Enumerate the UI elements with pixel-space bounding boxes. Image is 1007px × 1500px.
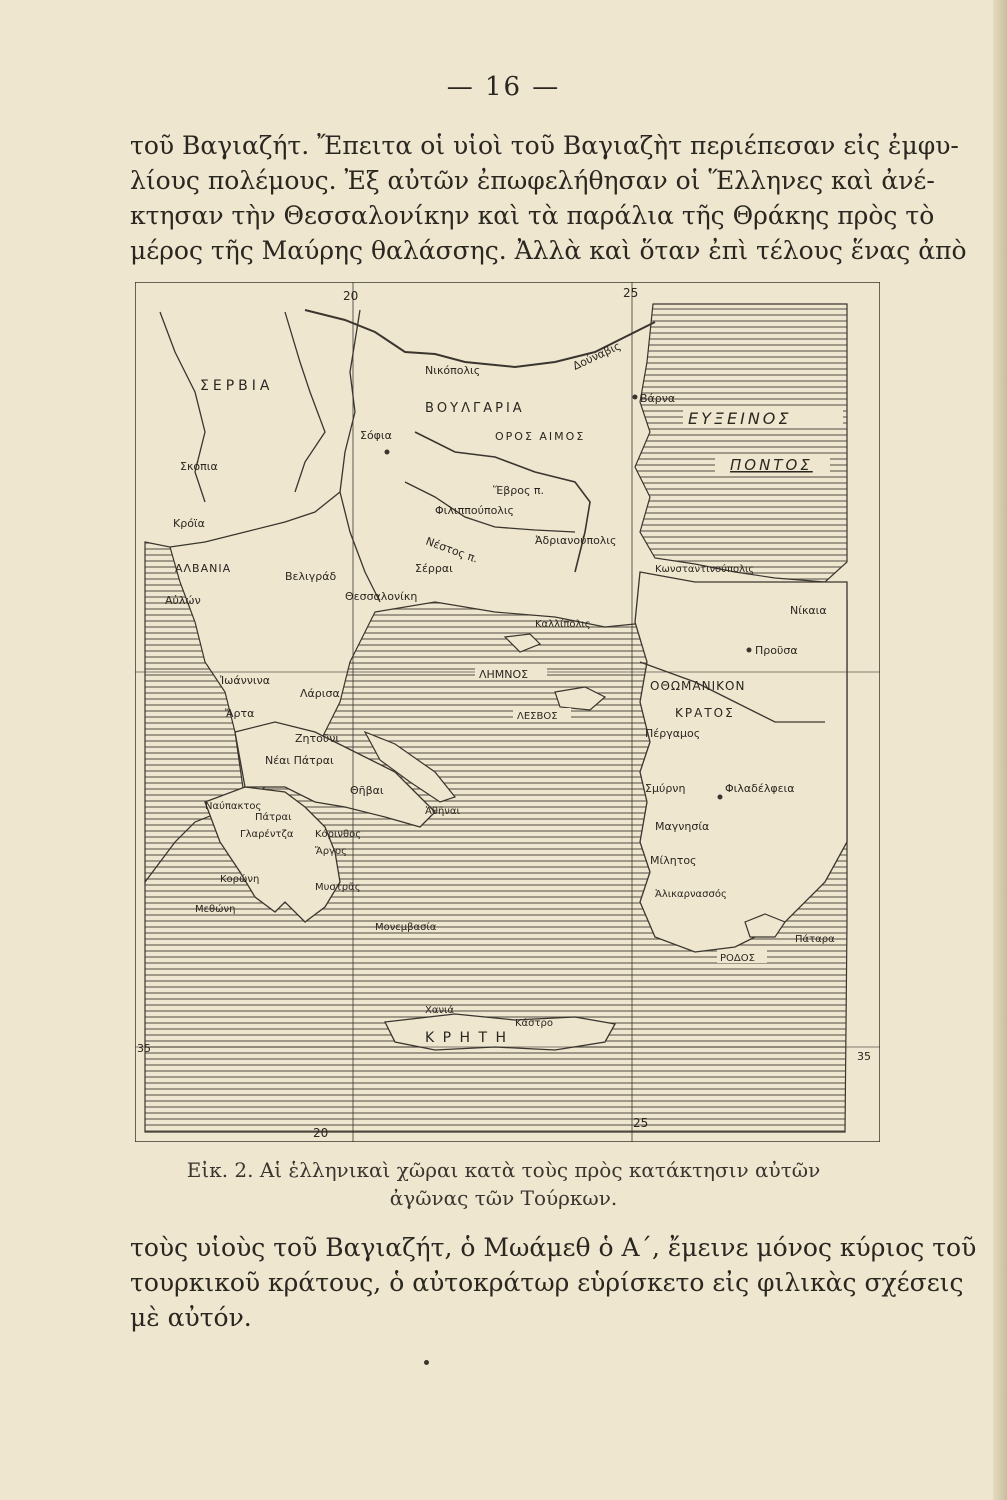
region-label-aimos: ΟΡΟΣ ΑΙΜΟΣ [495, 430, 586, 443]
text-line: κτησαν τὴν Θεσσαλονίκην καὶ τὰ παράλια τῆς Θράκης πρὸς τὸ [130, 201, 935, 230]
region-label-serbia: ΣΕΡΒΙΑ [200, 378, 274, 394]
text-line: τουρκικοῦ κράτους, ὁ αὐτοκράτωρ εὑρίσκετο εἰς φιλικὰς σχέσεις [130, 1268, 964, 1297]
text-line: τοῦ Βαγιαζήτ. Ἔπειτα οἱ υἱοὶ τοῦ Βαγιαζὴτ περιέπεσαν εἰς ἐμφυ- [130, 131, 959, 160]
text-line: λίους πολέμους. Ἐξ αὐτῶν ἐπωφελήθησαν οἱ Ἕλληνες καὶ ἀνέ- [130, 166, 935, 195]
sea-label-kriti: Κ Ρ Η Τ Η [425, 1030, 509, 1046]
place-label: Χανιά [425, 1005, 455, 1016]
text-line: μέρος τῆς Μαύρης θαλάσσης. Ἀλλὰ καὶ ὅταν ἐπὶ τέλους ἕνας ἀπὸ [130, 236, 967, 265]
place-label: Βελιγράδ [285, 570, 337, 583]
place-label: Πάτραι [255, 812, 292, 823]
island-label-limnos: ΛΗΜΝΟΣ [479, 668, 529, 681]
place-label: Γλαρέντζα [240, 829, 294, 840]
caption-line: ἀγῶνας τῶν Τούρκων. [389, 1186, 618, 1210]
place-label: Κωνσταντινούπολις [655, 564, 755, 575]
place-label: Ναύπακτος [205, 801, 262, 812]
grid-label: 20 [313, 1126, 329, 1140]
place-label: Ἄργος [315, 846, 347, 857]
place-label: Ἕβρος π. [493, 484, 545, 497]
place-label: Βάρνα [640, 392, 676, 405]
place-label: Κάστρο [515, 1018, 553, 1029]
grid-label: 25 [623, 286, 639, 300]
place-label: Κορώνη [220, 874, 260, 885]
city-marker [385, 450, 390, 455]
historical-map [135, 282, 880, 1142]
place-label: Ἄρτα [225, 707, 255, 720]
region-label-ottoman: ΟΘΩΜΑΝΙΚΟΝ [650, 679, 746, 693]
region-label-kratos: ΚΡΑΤΟΣ [675, 706, 735, 720]
island-label-rodos: ΡΟΔΟΣ [720, 953, 755, 964]
place-label: Νίκαια [790, 604, 827, 617]
border-line [285, 312, 325, 492]
caption-line: Εἰκ. 2. Αἱ ἑλληνικαὶ χῶραι κατὰ τοὺς πρὸς κατάκτησιν αὐτῶν [186, 1158, 821, 1182]
place-label: Αὐλών [165, 594, 201, 607]
place-label: Μεθώνη [195, 904, 236, 915]
grid-label: 25 [633, 1116, 649, 1130]
region-label-bulgaria: ΒΟΥΛΓΑΡΙΑ [425, 401, 525, 416]
grid-label: 20 [343, 289, 359, 303]
place-label: Θῆβαι [350, 784, 384, 797]
city-marker [718, 795, 723, 800]
place-label: Νέαι Πάτραι [265, 754, 334, 767]
island-label-lesvos: ΛΕΣΒΟΣ [517, 711, 558, 722]
grid-label: 35 [857, 1050, 871, 1063]
border-line [340, 310, 380, 602]
place-label: Ἁλικαρνασσός [655, 889, 727, 900]
grid-label: 35 [137, 1042, 151, 1055]
city-marker [633, 395, 638, 400]
sea-label-pontos: ΠΟΝΤΟΣ [730, 456, 813, 474]
place-label: Πέργαμος [645, 727, 701, 740]
place-label: Ἀδριανούπολις [535, 534, 617, 547]
place-label: Λάρισα [300, 687, 340, 700]
place-label: Καλλίπολις [535, 619, 591, 630]
place-label: Σμύρνη [645, 782, 686, 795]
place-label: Νικόπολις [425, 364, 481, 377]
place-label: Κρόϊα [173, 517, 205, 530]
place-label: Σόφια [360, 429, 392, 442]
place-label: Θεσσαλονίκη [345, 590, 418, 603]
place-label: Φιλιππούπολις [435, 504, 514, 517]
region-label-albania: ΑΛΒΑΝΙΑ [175, 562, 232, 575]
place-label: Μονεμβασία [375, 922, 437, 933]
place-label: Ἰωάννινα [220, 674, 271, 687]
text-line: τοὺς υἱοὺς τοῦ Βαγιαζήτ, ὁ Μωάμεθ ὁ Α΄, ἔμεινε μόνος κύριος τοῦ [130, 1233, 977, 1262]
place-label: Σκόπια [180, 460, 218, 473]
paragraph-top [130, 128, 967, 268]
place-label: Δούναβις [570, 339, 623, 373]
place-label: Μαγνησία [655, 820, 710, 833]
place-label: Πάταρα [795, 934, 835, 945]
sea-label-euxeinos: ΕΥΞΕΙΝΟΣ [688, 409, 792, 428]
place-label: Φιλαδέλφεια [725, 782, 795, 795]
city-marker [747, 648, 752, 653]
place-label: Κόρινθος [315, 829, 362, 840]
paragraph-bottom [130, 1230, 977, 1335]
ink-dot [424, 1360, 429, 1365]
black-sea-area [635, 304, 847, 582]
border-line [160, 312, 205, 502]
place-label: Μίλητος [650, 854, 697, 867]
figure-caption [0, 1156, 1007, 1212]
place-label: Μυστρᾶς [315, 882, 361, 893]
place-label: Νέστος π. [423, 534, 480, 566]
text-line: μὲ αὐτόν. [130, 1303, 252, 1332]
place-label: Σέρραι [415, 562, 453, 575]
place-label: Προῦσα [755, 644, 798, 657]
page-number: — 16 — [446, 72, 561, 102]
place-label: Ζητοῦνι [295, 732, 340, 745]
page-edge [993, 0, 1007, 1500]
place-label: Ἀθῆναι [425, 806, 460, 817]
